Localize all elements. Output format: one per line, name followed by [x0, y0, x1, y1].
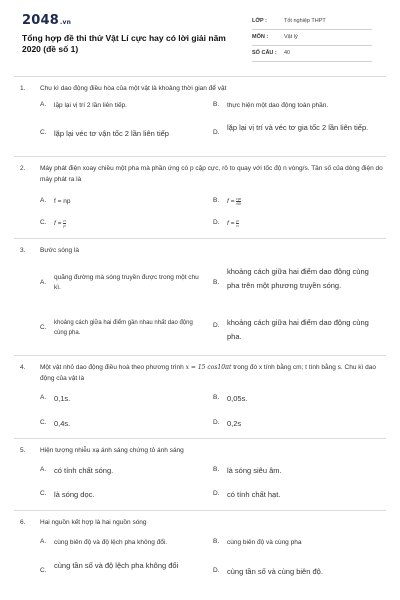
- header-divider: [14, 76, 386, 77]
- option-letter: A.: [40, 538, 47, 545]
- option-letter: B.: [213, 101, 220, 108]
- meta-count-row: [252, 46, 372, 62]
- document-meta: [252, 14, 372, 62]
- option-letter: B.: [213, 394, 220, 401]
- option-letter: D.: [213, 490, 220, 497]
- option-text: f = $\frac{n}{p}$: [54, 218, 66, 228]
- meta-count-value: 40: [284, 50, 291, 56]
- formula: x = 15 cos10πt: [185, 364, 232, 371]
- option-letter: C.: [40, 129, 47, 136]
- meta-class-value: Tốt nghiệp THPT: [284, 18, 326, 24]
- meta-subject-value: Vật lý: [284, 34, 298, 40]
- option-letter: C.: [40, 419, 47, 426]
- option-text: lặp lại vị trí và véc tơ gia tốc 2 lần liên tiếp.: [227, 123, 369, 132]
- option-letter: A.: [40, 197, 47, 204]
- option-text: 0,4s.: [54, 419, 71, 428]
- option-text: 0,2s: [227, 419, 242, 428]
- option-letter: C.: [40, 219, 47, 226]
- question-text: Một vật nhỏ dao động điều hoà theo phương trình x = 15 cos10πt trong đó x tính bằng cm; t tính bằng s. Chu kì dao động của vật là: [40, 364, 376, 382]
- option-letter: D.: [213, 129, 220, 136]
- question-divider: [14, 510, 386, 511]
- option-text: khoảng cách giữa hai điểm gần nhau nhất dao động cùng pha.: [54, 320, 193, 336]
- option-letter: A.: [40, 466, 47, 473]
- question-divider: [14, 156, 386, 157]
- fraction: $\frac{n}{p}$: [63, 218, 66, 228]
- option-text: lặp lại véc tơ vận tốc 2 lần liên tiếp: [54, 129, 169, 138]
- option-letter: B.: [213, 197, 220, 204]
- option-letter: A.: [40, 394, 47, 401]
- option-text: khoảng cách giữa hai điểm dao động cùng pha.: [227, 318, 369, 341]
- question-divider: [14, 238, 386, 239]
- option-text: cùng biên độ và cùng pha: [227, 539, 302, 546]
- option-text: có tính chất hạt.: [227, 490, 281, 499]
- option-letter: D.: [213, 419, 220, 426]
- question-text: Máy phát điện xoay chiều một pha mà phần ứng có p cặp cực, rô to quay với tốc độ n vòng/s. Tần số của dòng điện do máy phát ra là: [40, 165, 383, 183]
- question-number: 4.: [20, 364, 26, 371]
- option-letter: B.: [213, 538, 220, 545]
- option-text: f = np: [54, 198, 71, 205]
- page-header: [0, 0, 400, 72]
- option-text: 0,1s.: [54, 394, 71, 403]
- option-text: là sóng dọc.: [54, 490, 95, 499]
- question-text: Chu kì dao động điều hòa của một vật là khoảng thời gian để vật: [40, 85, 227, 92]
- question-number: 5.: [20, 447, 26, 454]
- meta-subject-label: MÔN :: [252, 34, 269, 40]
- option-letter: A.: [40, 279, 47, 286]
- option-text: cùng tần số và độ lệch pha không đổi: [54, 561, 179, 570]
- meta-class-label: LỚP :: [252, 18, 267, 24]
- document-title: Tổng hợp đề thi thử Vật Lí cực hay có lời giải năm 2020 (đề số 1): [22, 33, 226, 54]
- question-text: Hiện tượng nhiễu xạ ánh sáng chứng tỏ ánh sáng: [40, 447, 184, 454]
- fraction: $\frac{p}{n}$: [236, 218, 239, 228]
- meta-class-row: [252, 14, 372, 30]
- option-letter: C.: [40, 490, 47, 497]
- question-number: 3.: [20, 247, 26, 254]
- question-number: 2.: [20, 165, 26, 172]
- option-text: cùng biên độ và độ lệch pha không đổi.: [54, 539, 168, 546]
- option-letter: D.: [213, 219, 220, 226]
- option-letter: B.: [213, 279, 220, 286]
- option-text: có tính chất sóng.: [54, 466, 114, 475]
- option-text: quãng đường mà sóng truyền được trong một chu kì.: [54, 274, 199, 291]
- question-divider: [14, 438, 386, 439]
- question-text: Hai nguồn kết hợp là hai nguồn sóng: [40, 519, 147, 526]
- option-letter: D.: [213, 322, 220, 329]
- option-letter: D.: [213, 567, 220, 574]
- question-number: 6.: [20, 519, 26, 526]
- option-text: là sóng siêu âm.: [227, 466, 282, 475]
- site-logo[interactable]: 2048.vn: [22, 13, 72, 28]
- question-divider: [14, 355, 386, 356]
- option-text: 0,05s.: [227, 394, 248, 403]
- option-text: f = $\frac{p}{n}$: [227, 218, 239, 228]
- question-number: 1.: [20, 85, 26, 92]
- option-text: lặp lại vị trí 2 lần liên tiếp.: [54, 102, 127, 109]
- meta-count-label: SỐ CÂU :: [252, 50, 277, 56]
- option-text: thực hiện một dao động toàn phần.: [227, 102, 329, 109]
- option-letter: C.: [40, 324, 47, 331]
- option-letter: A.: [40, 101, 47, 108]
- option-text: khoảng cách giữa hai điểm dao động cùng pha trên một phương truyền sóng.: [227, 267, 369, 290]
- option-letter: B.: [213, 466, 220, 473]
- option-text: cùng tần số và cùng biên độ.: [227, 567, 323, 576]
- question-text: Bước sóng là: [40, 247, 79, 254]
- fraction: $\frac{np}{60}$: [236, 196, 241, 206]
- option-letter: C.: [40, 567, 47, 574]
- option-text: f = $\frac{np}{60}$: [227, 196, 241, 206]
- meta-subject-row: [252, 30, 372, 46]
